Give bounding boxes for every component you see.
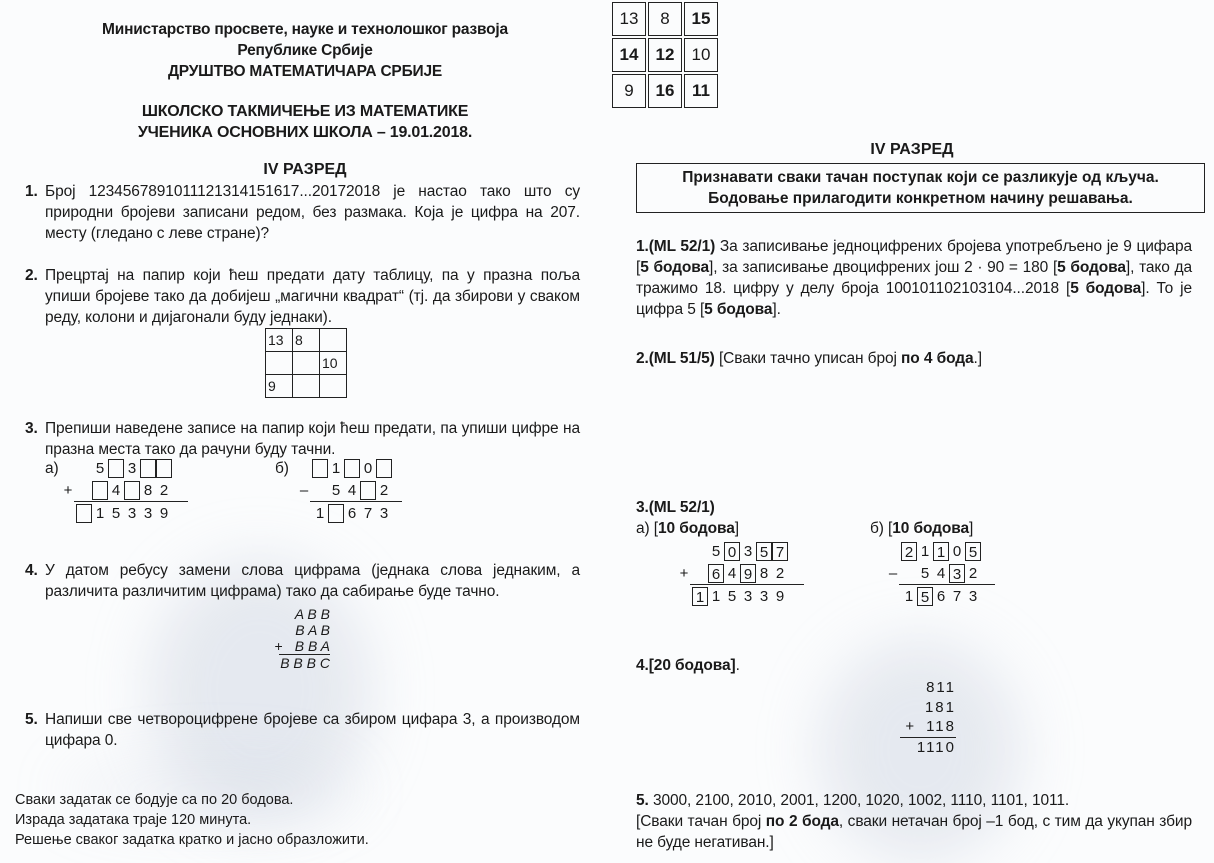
digit: 1 xyxy=(904,587,914,605)
source-ref: (ML 51/5) xyxy=(648,350,715,367)
points: по 2 бода xyxy=(765,813,839,830)
solution-number: 2. xyxy=(636,350,649,367)
digit: 8 xyxy=(759,564,769,582)
digit: 4 xyxy=(936,564,946,582)
digit: 3 xyxy=(743,587,753,605)
cell xyxy=(293,352,320,375)
filled-box: 5 xyxy=(917,587,933,606)
filled-box: 0 xyxy=(724,542,740,561)
digit: 4 xyxy=(111,481,121,499)
plus-sign: + xyxy=(274,638,283,654)
problem-number: 2. xyxy=(25,267,38,284)
digit: 3 xyxy=(379,504,389,522)
cell: 15 xyxy=(684,2,718,36)
points: 5 бодова xyxy=(1057,259,1126,276)
blank-box xyxy=(124,481,140,500)
blank-box xyxy=(360,481,376,500)
part-b-label xyxy=(870,518,973,539)
cell: 8 xyxy=(293,329,320,352)
problem-text: Напиши све четвороцифрене бројеве са збиром цифара 3, а производом цифара 0. xyxy=(45,711,580,749)
digit: 4 xyxy=(347,481,357,499)
instructions-footer xyxy=(15,790,369,850)
text: За записивање једноцифрених бројева употребљено је 9 цифара [ xyxy=(636,238,1192,276)
page-header xyxy=(0,19,610,82)
filled-box: 3 xyxy=(949,564,965,583)
solution-5 xyxy=(636,790,1192,853)
solution-4 xyxy=(636,655,740,676)
cell: 12 xyxy=(648,38,682,72)
problem-text: Препиши наведене записе на папир који ћеш предати, па упиши цифре на празна места тако да рачуни буду тачни. xyxy=(45,420,580,458)
text: , сваки нетачан број –1 бод, с тим да укупан збир не буде негативан.] xyxy=(636,813,1192,851)
digit: 6 xyxy=(347,504,357,522)
blank-box xyxy=(344,459,360,478)
solution-2 xyxy=(636,348,982,369)
digit: 1 xyxy=(920,542,930,560)
rebus-row: A B B xyxy=(294,606,330,622)
filled-box: 1 xyxy=(692,587,708,606)
letter-rebus xyxy=(255,606,330,671)
digit: 0 xyxy=(952,542,962,560)
problem-text: Број 1234567891011121314151617...20172018 је настао тако што су природни бројеви записани редом, без размака. Која је цифра на 207. месту (гледано с леве стране)? xyxy=(45,183,580,242)
minus-sign: – xyxy=(888,564,898,582)
blank-box xyxy=(140,459,156,478)
digit: 5 xyxy=(111,504,121,522)
cell: 16 xyxy=(648,74,682,108)
answer-list: 3000, 2100, 2010, 2001, 1200, 1020, 1002, 1110, 1101, 1011. xyxy=(648,792,1070,809)
digit: 3 xyxy=(127,504,137,522)
label: ] xyxy=(734,520,739,537)
digit: 3 xyxy=(127,459,137,477)
points: 5 бодова xyxy=(640,259,709,276)
grade-heading: IV РАЗРЕД xyxy=(263,161,347,178)
problem-1 xyxy=(25,181,580,244)
grade-heading: IV РАЗРЕД xyxy=(870,141,954,158)
digit: 3 xyxy=(743,542,753,560)
ministry-line1: Министарство просвете, науке и технолошког развоја xyxy=(102,21,508,38)
cell xyxy=(293,375,320,398)
digit: 1 xyxy=(711,587,721,605)
cell xyxy=(266,352,293,375)
blank-box xyxy=(156,459,172,478)
filled-box: 6 xyxy=(708,564,724,583)
blank-box xyxy=(92,481,108,500)
magic-square-blank xyxy=(265,328,347,398)
blank-box xyxy=(76,504,92,523)
plus-sign: + xyxy=(63,481,73,499)
notice-line1: Признавати сваки тачан поступак који се разликује од кључа. xyxy=(682,169,1159,186)
part-b-label: б) xyxy=(275,460,289,477)
text: ], тако да тражимо 18. цифру у делу броја 100101102103104...2018 [ xyxy=(636,259,1193,297)
filled-box: 7 xyxy=(772,542,788,561)
digit: 0 xyxy=(363,459,373,477)
digit: 9 xyxy=(159,504,169,522)
digit: 1 xyxy=(95,504,105,522)
cell: 11 xyxy=(684,74,718,108)
filled-box: 1 xyxy=(933,542,949,561)
cell: 8 xyxy=(648,2,682,36)
addend: 811 xyxy=(926,679,956,696)
addition-solution xyxy=(676,540,804,607)
text: ]. То је цифра 5 [ xyxy=(636,280,1192,318)
plus-sign: + xyxy=(905,718,917,735)
points: 10 бодова xyxy=(658,520,735,537)
digit: 3 xyxy=(143,504,153,522)
problem-text: Прецртај на папир који ћеш предати дату таблицу, па у празна поља упиши бројеве тако да добијеш „магични квадрат“ (тј. да збирови у сваком реду, колони и дијагонали буду једнаки). xyxy=(45,267,580,326)
text: .] xyxy=(973,350,982,367)
ministry-line2: Републике Србије xyxy=(237,42,373,59)
text: [Сваки тачно уписан број xyxy=(714,350,902,367)
points: [20 бодова] xyxy=(648,657,736,674)
text: ]. xyxy=(772,301,781,318)
problem-number: 5. xyxy=(25,711,38,728)
competition-line2: УЧЕНИКА ОСНОВНИХ ШКОЛА – 19.01.2018. xyxy=(137,124,473,141)
rebus-solution xyxy=(878,678,956,757)
addend-row xyxy=(878,717,956,737)
source-ref: (ML 52/1) xyxy=(648,499,715,516)
subtraction-solution xyxy=(885,540,995,607)
digit: 7 xyxy=(952,587,962,605)
cell: 10 xyxy=(684,38,718,72)
digit: 6 xyxy=(936,587,946,605)
cell: 14 xyxy=(612,38,646,72)
solutions-page xyxy=(610,0,1214,863)
cell: 9 xyxy=(266,375,293,398)
cell: 13 xyxy=(266,329,293,352)
magic-square-solution xyxy=(610,0,720,110)
digit: 7 xyxy=(363,504,373,522)
filled-box: 2 xyxy=(901,542,917,561)
notice-line2: Бодовање прилагодити конкретном начину решавања. xyxy=(708,190,1133,207)
points: 5 бодова xyxy=(704,301,773,318)
text: . xyxy=(735,657,740,674)
problem-number: 4. xyxy=(25,562,38,579)
cell xyxy=(320,329,347,352)
digit: 4 xyxy=(727,564,737,582)
duration-note: Израда задатака траје 120 минута. xyxy=(15,812,252,828)
filled-box: 5 xyxy=(965,542,981,561)
points: 5 бодова xyxy=(1070,280,1142,297)
cell xyxy=(320,375,347,398)
digit: 3 xyxy=(968,587,978,605)
problem-text: У датом ребусу замени слова цифрама (једнака слова једнаким, а различита различитим цифрама) тако да сабирање буде тачно. xyxy=(45,562,580,600)
text: [Сваки тачан број xyxy=(636,813,766,830)
label: а) [ xyxy=(636,520,658,537)
problem-2 xyxy=(25,265,580,328)
text: ], за записивање двоцифрених још 2 · 90 = 180 [ xyxy=(708,259,1058,276)
rebus-result: B B B C xyxy=(280,655,330,671)
cell: 13 xyxy=(612,2,646,36)
addition-puzzle xyxy=(60,457,188,524)
competition-title xyxy=(0,101,610,143)
solution-number: 5. xyxy=(636,792,649,809)
problem-4 xyxy=(25,560,580,602)
grading-notice xyxy=(636,163,1205,213)
cell: 10 xyxy=(320,352,347,375)
digit: 9 xyxy=(775,587,785,605)
solution-3 xyxy=(636,497,715,518)
rebus-row xyxy=(255,638,330,654)
filled-box: 9 xyxy=(740,564,756,583)
digit: 2 xyxy=(775,564,785,582)
minus-sign: – xyxy=(299,481,309,499)
digit: 5 xyxy=(331,481,341,499)
digit: 1 xyxy=(331,459,341,477)
solution-1 xyxy=(636,236,1192,320)
explanation-note: Решење сваког задатка кратко и јасно образложити. xyxy=(15,832,369,848)
digit: 5 xyxy=(727,587,737,605)
solution-number: 3. xyxy=(636,499,649,516)
digit: 5 xyxy=(711,542,721,560)
points: 10 бодова xyxy=(892,520,970,537)
digit: 3 xyxy=(759,587,769,605)
digit: 5 xyxy=(95,459,105,477)
problem-3 xyxy=(25,418,580,460)
rebus-row-text: B B A xyxy=(294,638,330,654)
sum: 1110 xyxy=(916,738,956,756)
subtraction-puzzle xyxy=(296,457,402,524)
digit: 1 xyxy=(315,504,325,522)
part-a-label: а) xyxy=(45,460,59,477)
addend: 181 xyxy=(924,698,956,716)
label: б) [ xyxy=(870,520,893,537)
points: по 4 бода xyxy=(901,350,974,367)
label: ] xyxy=(969,520,974,537)
digit: 8 xyxy=(143,481,153,499)
society-name: ДРУШТВО МАТЕМАТИЧАРА СРБИЈЕ xyxy=(167,63,443,80)
competition-line1: ШКОЛСКО ТАКМИЧЕЊЕ ИЗ МАТЕМАТИКЕ xyxy=(141,103,469,120)
filled-box: 5 xyxy=(756,542,772,561)
source-ref: (ML 52/1) xyxy=(648,238,716,255)
plus-sign: + xyxy=(679,564,689,582)
problem-number: 3. xyxy=(25,420,38,437)
solution-number: 4. xyxy=(636,657,649,674)
problem-5 xyxy=(25,709,580,751)
cell: 9 xyxy=(612,74,646,108)
blank-box xyxy=(328,504,344,523)
digit: 2 xyxy=(968,564,978,582)
blank-box xyxy=(312,459,328,478)
blank-box xyxy=(376,459,392,478)
part-a-label xyxy=(636,518,739,539)
rebus-row: B A B xyxy=(295,622,330,638)
solution-number: 1. xyxy=(636,238,649,255)
scoring-note: Сваки задатак се бодује са по 20 бодова. xyxy=(15,792,294,808)
digit: 2 xyxy=(159,481,169,499)
problem-number: 1. xyxy=(25,183,38,200)
digit: 2 xyxy=(379,481,389,499)
addend: 118 xyxy=(926,718,956,735)
digit: 5 xyxy=(920,564,930,582)
blank-box xyxy=(108,459,124,478)
